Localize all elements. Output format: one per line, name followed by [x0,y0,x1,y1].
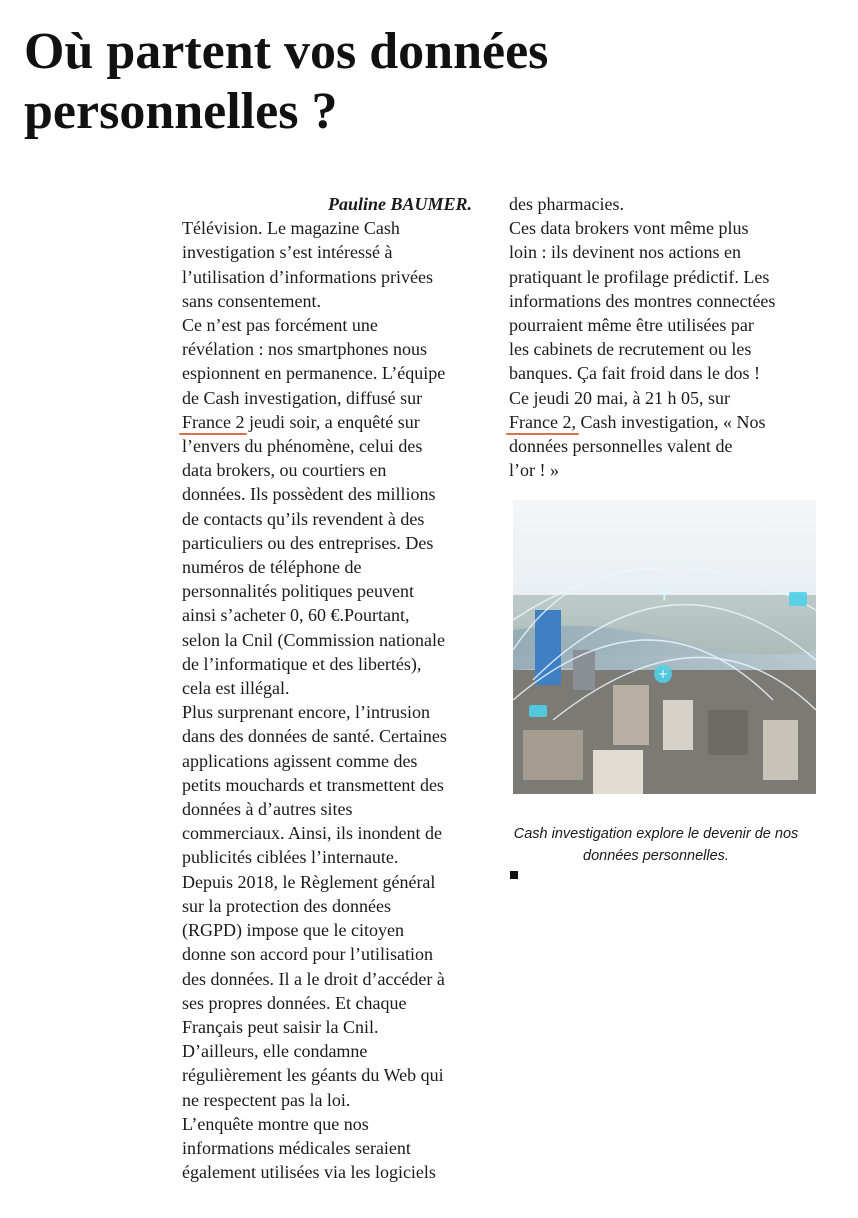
article-text-line: Plus surprenant encore, l’intrusion [182,702,430,723]
article-text-line: données. Ils possèdent des millions [182,484,436,505]
highlighted-france2-right: France 2, [509,411,576,432]
left-text-block-2 [182,434,478,1184]
article-text-line: l’or ! » [509,460,559,481]
article-text-line: pourraient même être utilisées par [509,315,754,336]
article-text-line: données à d’autres sites [182,799,353,820]
highlighted-france2-left: France 2 [182,411,245,432]
left-column [182,192,478,1184]
article-text-line: data brokers, ou courtiers en [182,460,387,481]
article-text-line: Français peut saisir la Cnil. [182,1016,379,1037]
france2-line-left [182,410,478,434]
right-text-block-1 [509,192,809,410]
article-text-line: D’ailleurs, elle condamne [182,1041,368,1062]
headline-line-1: Où partent vos données [24,23,549,80]
article-text-line: régulièrement les géants du Web qui [182,1065,444,1086]
article-text-line: Ce jeudi 20 mai, à 21 h 05, sur [509,387,730,408]
article-text-line: numéros de téléphone de [182,557,362,578]
article-text-line: banques. Ça fait froid dans le dos ! [509,363,760,384]
article-text-line: personnalités politiques peuvent [182,581,414,602]
article-text-line: données personnelles valent de [509,436,733,457]
svg-text:+: + [657,667,669,681]
article-text-line: sur la protection des données [182,895,391,916]
article-text-line: révélation : nos smartphones nous [182,339,427,360]
end-of-article-mark [510,871,518,879]
article-text-line: informations des montres connectées [509,290,776,311]
france2-line-right-rest: Cash investigation, « Nos [575,411,766,432]
article-text-line: donne son accord pour l’utilisation [182,944,433,965]
article-text-line: loin : ils devinent nos actions en [509,242,741,263]
article-text-line: pratiquant le profilage prédictif. Les [509,266,770,287]
article-text-line: des données. Il a le droit d’accéder à [182,968,445,989]
headline-line-2: personnelles ? [24,83,338,140]
article-text-line: publicités ciblées l’internaute. [182,847,399,868]
france2-line-left-rest: jeudi soir, a enquêté sur [244,411,420,432]
article-text-line: de l’informatique et des libertés), [182,653,422,674]
article-text-line: de Cash investigation, diffusé sur [182,387,423,408]
article-text-line: applications agissent comme des [182,750,418,771]
article-text-line: Depuis 2018, le Règlement général [182,871,436,892]
article-text-line: espionnent en permanence. L’équipe [182,363,446,384]
article-text-line: l’envers du phénomène, celui des [182,436,423,457]
article-text-line: ses propres données. Et chaque [182,992,407,1013]
article-text-line: selon la Cnil (Commission nationale [182,629,445,650]
article-text-line: ainsi s’acheter 0, 60 €.Pourtant, [182,605,410,626]
article-text-line: Ces data brokers vont même plus [509,218,749,239]
article-text-line: investigation s’est intéressé à [182,242,393,263]
byline: Pauline BAUMER. [327,194,472,214]
article-text-line: petits mouchards et transmettent des [182,774,444,795]
article-text-line: des pharmacies. [509,194,624,214]
article-text-line: les cabinets de recrutement ou les [509,339,752,360]
article-text-line: dans des données de santé. Certaines [182,726,447,747]
svg-text:⚲: ⚲ [657,579,672,603]
article-text-line: L’enquête montre que nos [182,1113,369,1134]
left-text-block-1 [182,216,478,410]
france2-line-right [509,410,809,434]
article-text-line: (RGPD) impose que le citoyen [182,920,404,941]
right-text-block-2 [509,434,809,482]
article-text-line: ne respectent pas la loi. [182,1089,351,1110]
headline [24,22,644,142]
article-text-line: informations médicales seraient [182,1137,411,1158]
right-column [509,192,809,482]
article-text-line: l’utilisation d’informations privées [182,266,433,287]
article-text-line: de contacts qu’ils revendent à des [182,508,425,529]
city-network-illustration [513,500,816,794]
article-text-line: également utilisées via les logiciels [182,1162,436,1183]
article-text-line: Ce n’est pas forcément une [182,315,378,336]
article-text-line: Télévision. Le magazine Cash [182,218,400,239]
photo-caption: Cash investigation explore le devenir de nos données personnelles. [513,826,799,864]
article-text-line: particuliers ou des entreprises. Des [182,532,434,553]
article-photo [513,500,816,794]
article-text-line: commerciaux. Ainsi, ils inondent de [182,823,442,844]
article-text-line: cela est illégal. [182,678,290,699]
article-text-line: sans consentement. [182,290,321,311]
